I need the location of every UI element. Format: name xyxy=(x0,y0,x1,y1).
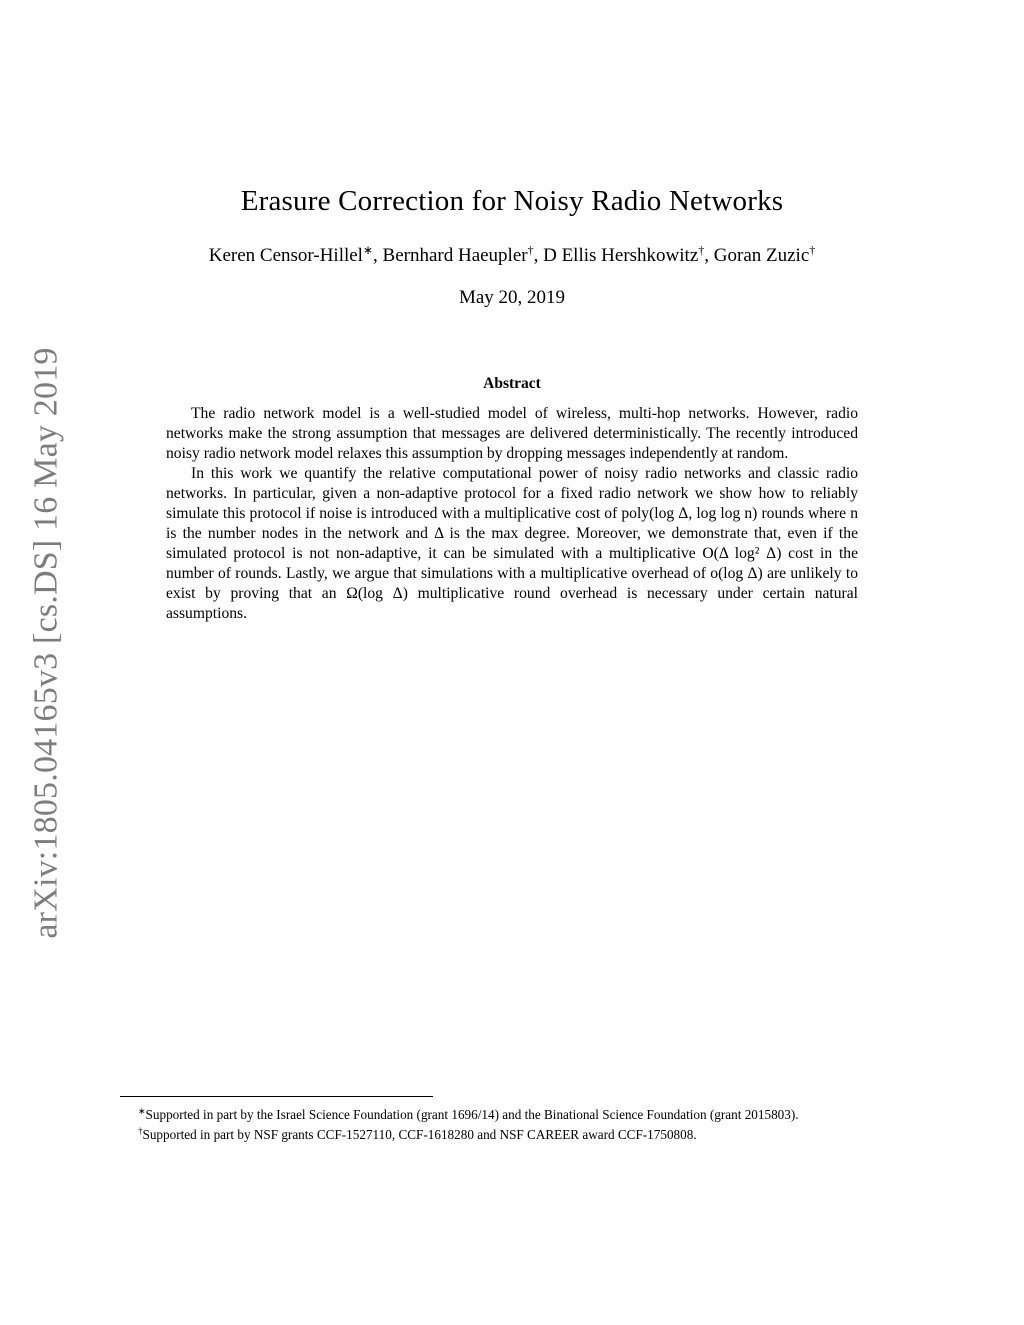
author-name: Keren Censor-Hillel xyxy=(208,245,363,266)
author-separator: , xyxy=(533,245,544,266)
author-footnote-mark: ∗ xyxy=(362,243,374,257)
author-name: Bernhard Haeupler xyxy=(382,245,528,266)
author-separator: , xyxy=(704,245,714,266)
footnote xyxy=(120,1123,904,1143)
author-footnote-mark: † xyxy=(527,243,534,257)
author-list xyxy=(0,243,1024,267)
abstract-body xyxy=(166,404,858,624)
arxiv-stamp-text: arXiv:1805.04165v3 [cs.DS] 16 May 2019 xyxy=(28,346,65,939)
publication-date: May 20, 2019 xyxy=(458,287,566,308)
abstract-paragraph: In this work we quantify the relative computational power of noisy radio networks and classic radio networks. In particular, given a non-adaptive protocol for a fixed radio network we show how to reliably simulate this protocol if noise is introduced with a multiplicative cost of poly(log Δ, log log n) rounds where n is the number nodes in the network and Δ is the max degree. Moreover, we demonstrate that, even if the simulated protocol is not non-adaptive, it can be simulated with a multiplicative O(Δ log² Δ) cost in the number of rounds. Lastly, we argue that simulations with a multiplicative overhead of o(log Δ) are unlikely to exist by proving that an Ω(log Δ) multiplicative round overhead is necessary under certain natural assumptions. xyxy=(166,465,858,622)
author-name: Goran Zuzic xyxy=(713,245,810,266)
footnote-mark: ∗ xyxy=(138,1106,146,1116)
author-separator: , xyxy=(373,245,383,266)
footnote-divider xyxy=(120,1096,433,1097)
abstract-paragraph: The radio network model is a well-studied model of wireless, multi-hop networks. However, radio networks make the strong assumption that messages are delivered deterministically. The recently introduced noisy radio network model relaxes this assumption by dropping messages independently at random. xyxy=(166,405,858,462)
arxiv-identifier-stamp xyxy=(28,345,66,940)
author-name: D Ellis Hershkowitz xyxy=(543,245,699,266)
footnotes xyxy=(120,1103,904,1143)
author-footnote-mark: † xyxy=(809,243,816,257)
abstract-heading: Abstract xyxy=(483,375,541,392)
author-footnote-mark: † xyxy=(698,243,705,257)
footnote-mark: † xyxy=(138,1126,143,1136)
paper-title: Erasure Correction for Noisy Radio Networks xyxy=(240,185,784,217)
footnote-text: Supported in part by the Israel Science Foundation (grant 1696/14) and the Binational Science Foundation (grant 2015803). xyxy=(145,1107,799,1122)
footnote xyxy=(120,1103,904,1123)
footnote-text: Supported in part by NSF grants CCF-1527110, CCF-1618280 and NSF CAREER award CCF-1750808. xyxy=(142,1127,697,1142)
